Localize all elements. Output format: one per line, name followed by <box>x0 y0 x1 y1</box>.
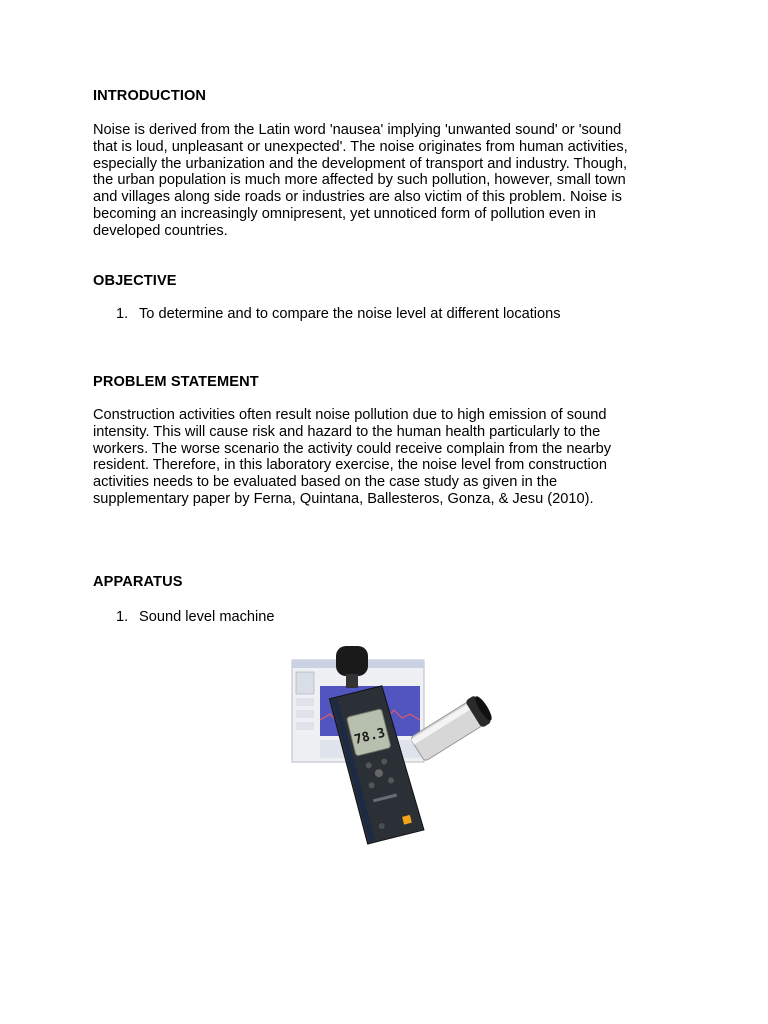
paragraph-line: intensity. This will cause risk and hazard to the human health particularly to the <box>93 423 601 440</box>
apparatus-heading: APPARATUS <box>93 574 183 590</box>
paragraph-line: Construction activities often result noise pollution due to high emission of sound <box>93 407 607 423</box>
list-item-text: To determine and to compare the noise level at different locations <box>139 306 561 322</box>
meter-display-reading: 78.3 <box>352 725 387 748</box>
introduction-heading: INTRODUCTION <box>93 88 207 104</box>
apparatus-list-item <box>116 609 274 626</box>
list-number: 1. <box>116 609 129 625</box>
paragraph-line: activities needs to be evaluated based on the case study as given in the <box>93 474 558 491</box>
paragraph-line: workers. The worse scenario the activity could receive complain from the nearby <box>93 440 612 457</box>
problem-statement-heading: PROBLEM STATEMENT <box>93 374 259 390</box>
objective-heading: OBJECTIVE <box>93 273 177 289</box>
problem-statement-paragraph <box>93 407 673 508</box>
objective-list-item <box>116 306 561 323</box>
sound-level-meter-image <box>290 640 500 850</box>
introduction-paragraph <box>93 122 673 240</box>
paragraph-line: and villages along side roads or industries are also victim of this problem. Noise is <box>93 189 622 206</box>
paragraph-line: becoming an increasingly omnipresent, yet unnoticed form of pollution even in <box>93 205 596 222</box>
list-item-text: Sound level machine <box>139 609 275 625</box>
paragraph-line: resident. Therefore, in this laboratory exercise, the noise level from construction <box>93 457 608 474</box>
paragraph-line: that is loud, unpleasant or unexpected'. The noise originates from human activities, <box>93 138 628 155</box>
paragraph-line: developed countries. <box>93 222 228 239</box>
paragraph-line: the urban population is much more affected by such pollution, however, small town <box>93 172 626 189</box>
paragraph-line: Noise is derived from the Latin word 'nausea' implying 'unwanted sound' or 'sound <box>93 122 622 138</box>
paragraph-line: especially the urbanization and the development of transport and industry. Though, <box>93 155 628 172</box>
sound-level-meter-illustration <box>290 640 500 850</box>
list-number: 1. <box>116 306 129 322</box>
paragraph-line: supplementary paper by Ferna, Quintana, Ballesteros, Gonza, & Jesu (2010). <box>93 490 594 507</box>
